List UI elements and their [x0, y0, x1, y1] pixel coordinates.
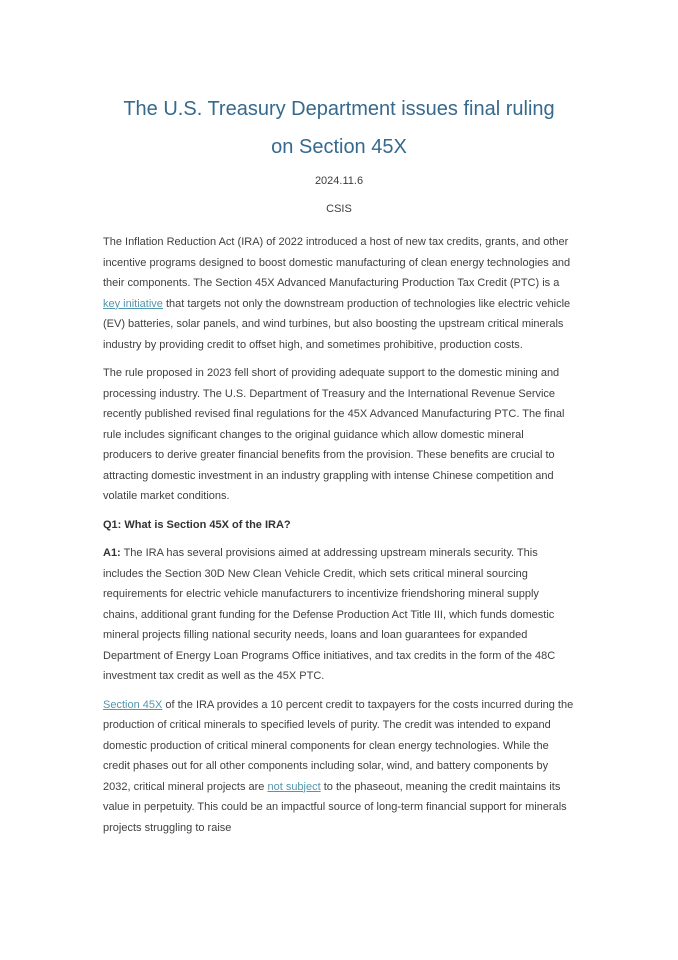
paragraph-rule-2023: [103, 363, 575, 507]
paragraph-section-45x-text: of the IRA provides a 10 percent credit to taxpayers for the costs incurred during the production of critical minerals to specified levels of purity. The credit was intended to expand domestic production of critical mineral components for clean energy technologies. While the credit phases out for all other components including solar, wind, and battery components by 2032, critical mineral projects are: [103, 698, 574, 793]
page-title-line1: The U.S. Treasury Department issues final ruling: [123, 98, 555, 120]
paragraph-rule-2023-text: The rule proposed in 2023 fell short of providing adequate support to the domestic mining and processing industry. The U.S. Department of Treasury and the International Revenue Service recently published revised final regulations for the 45X Advanced Manufacturing PTC. The final rule includes significant changes to the original guidance which allow domestic mineral producers to derive greater financial benefits from the provision. These benefits are crucial to attracting domestic investment in an industry grappling with intense Chinese competition and volatile market conditions.: [103, 367, 565, 502]
paragraph-intro-text: The Inflation Reduction Act (IRA) of 2022 introduced a host of new tax credits, grants, and other incentive programs designed to boost domestic manufacturing of clean energy technologies and their components. The Section 45X Advanced Manufacturing Production Tax Credit (PTC) is a: [103, 236, 571, 289]
page-title: [103, 90, 575, 166]
section-45x-link[interactable]: Section 45X: [103, 698, 163, 711]
page-title-line2: on Section 45X: [271, 136, 407, 158]
paragraph-intro-text: that targets not only the downstream production of technologies like electric vehicle (EV) batteries, solar panels, and wind turbines, but also boosting the upstream critical minerals industry by providing credit to offset high, and sometimes prohibitive, production costs.: [103, 297, 571, 351]
paragraph-intro: [103, 232, 575, 355]
not-subject-link[interactable]: not subject: [267, 780, 321, 793]
paragraph-answer-1: [103, 543, 575, 687]
paragraph-answer-1-text: The IRA has several provisions aimed at addressing upstream minerals security. This includes the Section 30D New Clean Vehicle Credit, which sets critical mineral sourcing requirements for electric vehicle manufacturers to incentivize friendshoring mineral supply chains, additional grant funding for the Defense Production Act Title III, which funds domestic mineral projects filling national security needs, loans and loan guarantees for expanded Department of Energy Loan Programs Office initiatives, and tax credits in the form of the 48C investment tax credit as well as the 45X PTC.: [103, 547, 556, 682]
document-page: [103, 0, 575, 838]
key-initiative-link[interactable]: key initiative: [103, 297, 163, 310]
paragraph-section-45x-text: to the phaseout, meaning the credit maintains its value in perpetuity. This could be an impactful source of long-term financial support for minerals projects struggling to raise: [103, 780, 567, 834]
source-name: CSIS: [326, 203, 352, 215]
paragraph-section-45x: [103, 695, 575, 839]
publish-date: 2024.11.6: [314, 175, 364, 187]
answer-1-label: A1:: [103, 547, 121, 559]
question-1-heading: Q1: What is Section 45X of the IRA?: [103, 518, 291, 531]
